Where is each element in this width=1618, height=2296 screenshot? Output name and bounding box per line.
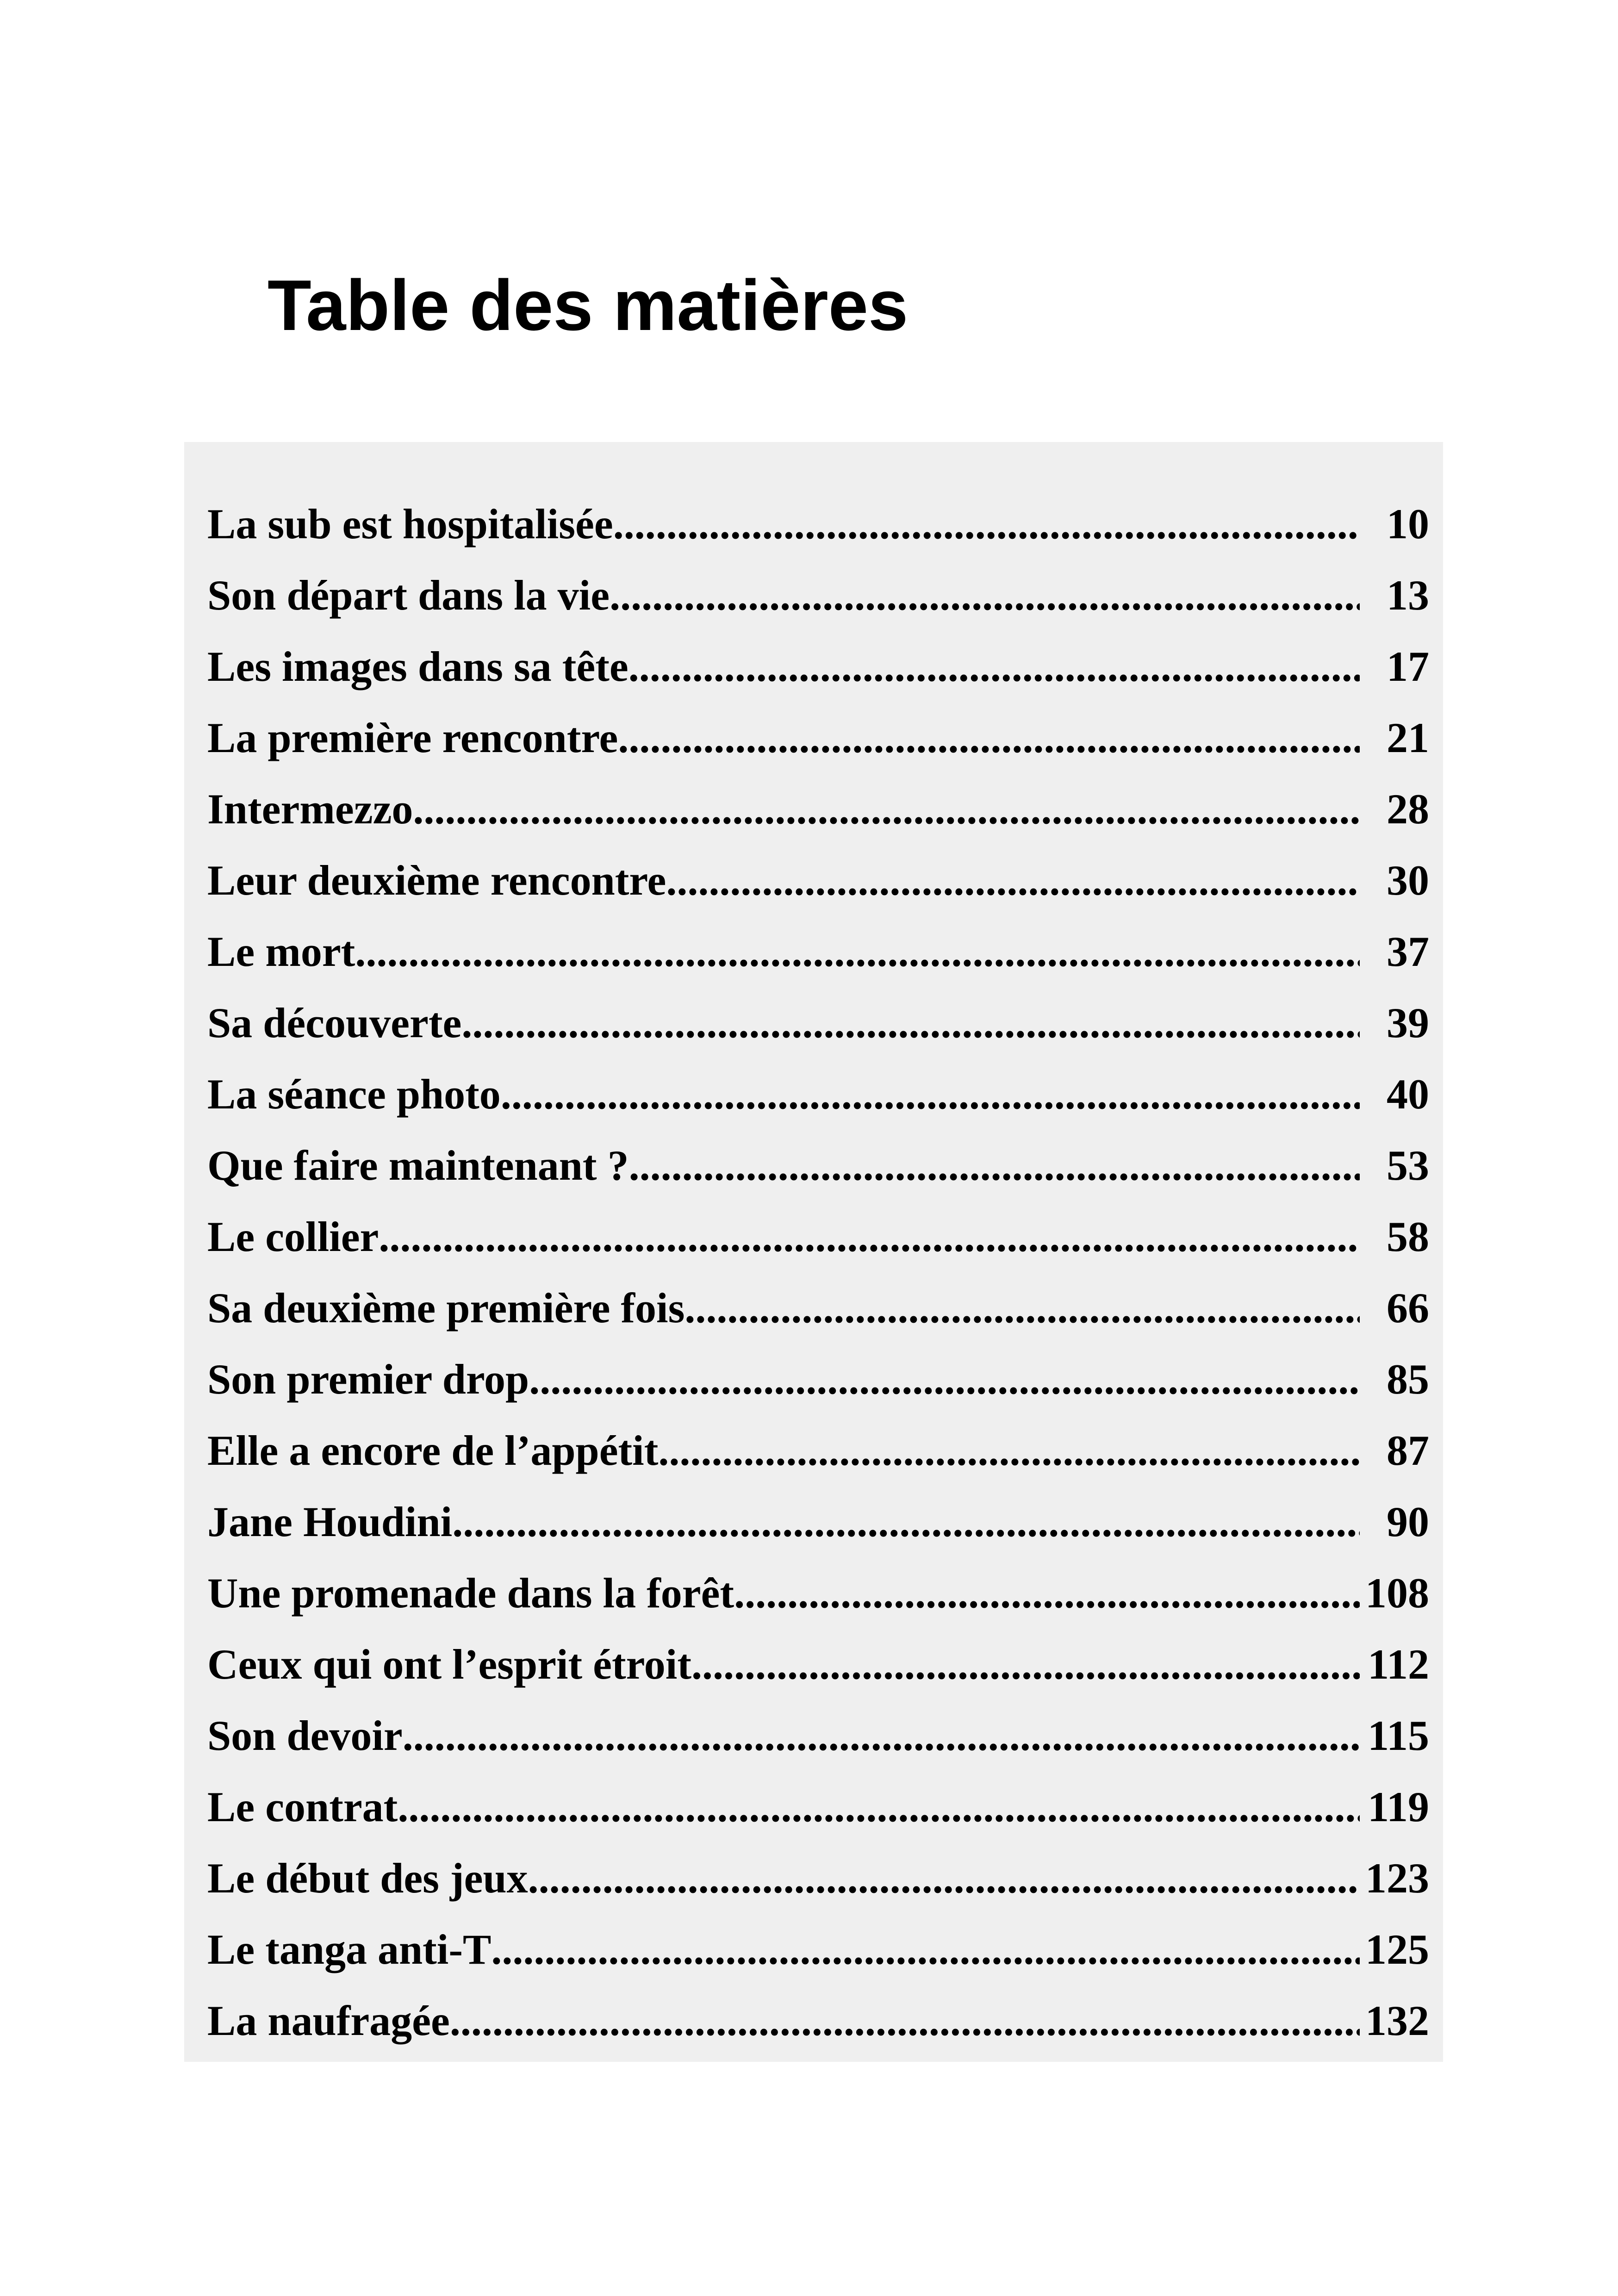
toc-dot-leader (666, 845, 1360, 916)
toc-entry-title: Le mort (207, 928, 355, 975)
toc-page-number: 58 (1387, 1213, 1429, 1260)
toc-entry (207, 1201, 1429, 1272)
toc-dot-leader (461, 987, 1360, 1058)
toc-page-number: 87 (1387, 1427, 1429, 1474)
table-of-contents (184, 442, 1443, 2062)
toc-dot-leader (618, 702, 1360, 773)
toc-entry (207, 560, 1429, 631)
toc-dot-leader (613, 488, 1360, 560)
toc-entry-title: Le début des jeux (207, 1854, 528, 1902)
toc-page-number: 21 (1387, 714, 1429, 761)
toc-entry (207, 631, 1429, 702)
toc-dot-leader (501, 1058, 1360, 1130)
toc-entry (207, 916, 1429, 987)
toc-page-number: 119 (1368, 1783, 1429, 1830)
toc-entry-title: Sa découverte (207, 999, 462, 1046)
toc-entry (207, 1700, 1429, 1771)
toc-dot-leader (734, 1557, 1360, 1629)
toc-page-number: 123 (1365, 1854, 1429, 1902)
toc-entry-title: La première rencontre (207, 714, 618, 761)
toc-dot-leader (491, 1914, 1360, 1985)
toc-entry (207, 1842, 1429, 1914)
toc-dot-leader (529, 1344, 1360, 1415)
toc-entry-title: Son devoir (207, 1712, 403, 1759)
toc-page-number: 13 (1387, 572, 1429, 619)
toc-dot-leader (528, 1842, 1360, 1914)
toc-entry (207, 1771, 1429, 1842)
toc-entry (207, 488, 1429, 560)
toc-dot-leader (450, 1985, 1360, 2056)
toc-entry-title: Intermezzo (207, 785, 413, 833)
toc-page-number: 90 (1387, 1498, 1429, 1545)
toc-entry-title: Son départ dans la vie (207, 572, 610, 619)
toc-page-number: 53 (1387, 1142, 1429, 1189)
toc-entry (207, 1058, 1429, 1130)
toc-page-number: 132 (1365, 1997, 1429, 2044)
toc-page-number: 85 (1387, 1356, 1429, 1403)
toc-entry (207, 1486, 1429, 1557)
toc-page-number: 30 (1387, 857, 1429, 904)
toc-entry-title: Que faire maintenant ? (207, 1142, 629, 1189)
toc-dot-leader (685, 1272, 1360, 1344)
toc-entry (207, 1130, 1429, 1201)
toc-dot-leader (452, 1486, 1360, 1557)
toc-entry (207, 1914, 1429, 1985)
toc-dot-leader (379, 1201, 1360, 1272)
toc-entry (207, 1557, 1429, 1629)
toc-page-number: 10 (1387, 500, 1429, 548)
toc-page-number: 125 (1365, 1926, 1429, 1973)
toc-page-number: 108 (1365, 1569, 1429, 1617)
toc-entry-title: La naufragée (207, 1997, 450, 2044)
page-title: Table des matières (268, 265, 909, 345)
toc-page-number: 66 (1387, 1284, 1429, 1332)
toc-entry-title: Ceux qui ont l’esprit étroit (207, 1641, 692, 1688)
toc-entry-title: Le contrat (207, 1783, 398, 1830)
toc-page-number: 28 (1387, 785, 1429, 833)
toc-dot-leader (658, 1415, 1360, 1486)
toc-dot-leader (355, 916, 1360, 987)
toc-list (207, 488, 1429, 2056)
toc-page-number: 112 (1368, 1641, 1429, 1688)
toc-entry-title: Jane Houdini (207, 1498, 453, 1545)
toc-dot-leader (610, 560, 1360, 631)
toc-entry-title: Leur deuxième rencontre (207, 857, 666, 904)
toc-page-number: 17 (1387, 643, 1429, 690)
toc-entry-title: Les images dans sa tête (207, 643, 629, 690)
toc-dot-leader (413, 773, 1360, 845)
toc-entry (207, 1985, 1429, 2056)
toc-page-number: 39 (1387, 999, 1429, 1046)
toc-entry-title: Le tanga anti-T (207, 1926, 492, 1973)
toc-entry-title: La sub est hospitalisée (207, 500, 613, 548)
toc-entry-title: Le collier (207, 1213, 379, 1260)
toc-entry-title: Elle a encore de l’appétit (207, 1427, 659, 1474)
toc-dot-leader (403, 1700, 1360, 1771)
toc-entry (207, 1344, 1429, 1415)
toc-page-number: 40 (1387, 1070, 1429, 1118)
toc-entry (207, 987, 1429, 1058)
toc-entry (207, 773, 1429, 845)
toc-page-number: 37 (1387, 928, 1429, 975)
toc-entry (207, 1415, 1429, 1486)
toc-entry-title: Son premier drop (207, 1356, 529, 1403)
toc-entry (207, 845, 1429, 916)
toc-dot-leader (629, 1130, 1360, 1201)
toc-entry (207, 702, 1429, 773)
toc-entry-title: La séance photo (207, 1070, 501, 1118)
toc-dot-leader (629, 631, 1360, 702)
toc-entry-title: Une promenade dans la forêt (207, 1569, 734, 1617)
toc-dot-leader (398, 1771, 1360, 1842)
toc-entry (207, 1272, 1429, 1344)
toc-entry (207, 1629, 1429, 1700)
toc-dot-leader (691, 1629, 1360, 1700)
toc-entry-title: Sa deuxième première fois (207, 1284, 685, 1332)
toc-page-number: 115 (1368, 1712, 1429, 1759)
